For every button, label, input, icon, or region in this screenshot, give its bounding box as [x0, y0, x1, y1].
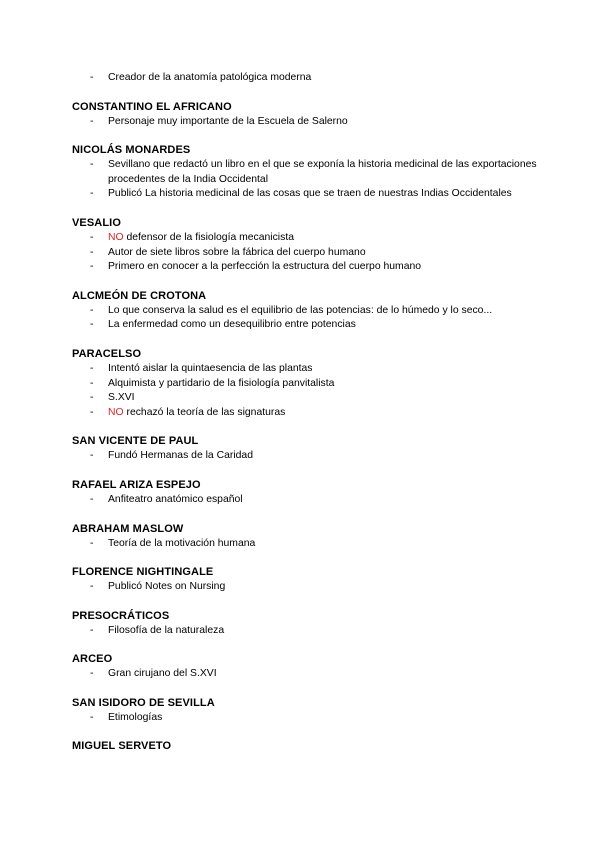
- bullet-dash: -: [90, 450, 94, 462]
- item-text: Filosofía de la naturaleza: [108, 624, 225, 636]
- list-item: [72, 493, 542, 508]
- bullet-dash: -: [90, 159, 94, 171]
- section-heading: FLORENCE NIGHTINGALE: [72, 566, 214, 579]
- list-item: [72, 449, 542, 464]
- bullet-dash: -: [90, 624, 94, 636]
- negation-label: NO: [108, 406, 124, 418]
- list-item: [72, 580, 542, 595]
- list-item: [72, 391, 542, 406]
- document-content: [72, 71, 542, 768]
- bullet-dash: -: [90, 377, 94, 389]
- bullet-dash: -: [90, 392, 94, 404]
- list-item: [72, 158, 542, 187]
- section-heading: VESALIO: [72, 216, 121, 229]
- item-text: Autor de siete libros sobre la fábrica del cuerpo humano: [108, 246, 366, 258]
- section: [72, 652, 542, 682]
- list-item: [72, 624, 542, 639]
- section-list: [72, 449, 542, 464]
- section: [72, 565, 542, 595]
- item-text: Creador de la anatomía patológica moderna: [108, 72, 312, 83]
- list-item: [72, 711, 542, 726]
- bullet-dash: -: [90, 188, 94, 200]
- section-heading: ARCEO: [72, 653, 113, 666]
- item-text: Gran cirujano del S.XVI: [108, 668, 217, 680]
- section: [72, 100, 542, 130]
- section-heading: MIGUEL SERVETO: [72, 740, 172, 753]
- section: [72, 609, 542, 639]
- bullet-dash: -: [90, 319, 94, 331]
- intro-list: [72, 71, 542, 86]
- list-item: [72, 231, 542, 246]
- bullet-dash: -: [90, 115, 94, 127]
- bullet-dash: -: [90, 72, 94, 83]
- list-item: [72, 406, 542, 421]
- section-heading: RAFAEL ARIZA ESPEJO: [72, 478, 201, 491]
- bullet-dash: -: [90, 581, 94, 593]
- section-heading: PRESOCRÁTICOS: [72, 609, 170, 622]
- section: [72, 143, 542, 202]
- section-list: [72, 580, 542, 595]
- section-heading: CONSTANTINO EL AFRICANO: [72, 100, 232, 113]
- section-heading: SAN VICENTE DE PAUL: [72, 435, 199, 448]
- list-item: [72, 187, 542, 202]
- bullet-dash: -: [90, 261, 94, 273]
- item-text: Lo que conserva la salud es el equilibrio de las potencias: de lo húmedo y lo seco...: [108, 304, 493, 316]
- item-text: rechazó la teoría de las signaturas: [123, 406, 286, 418]
- section-heading: NICOLÁS MONARDES: [72, 144, 191, 157]
- section-heading: ABRAHAM MASLOW: [72, 522, 184, 535]
- section-list: [72, 711, 542, 726]
- section-heading: SAN ISIDORO DE SEVILLA: [72, 696, 215, 709]
- list-item: [72, 260, 542, 275]
- section: [72, 696, 542, 726]
- section: [72, 347, 542, 420]
- item-text: Intentó aislar la quintaesencia de las plantas: [108, 362, 313, 374]
- section-heading: PARACELSO: [72, 347, 142, 360]
- section-list: [72, 624, 542, 639]
- item-text: Anfiteatro anatómico español: [108, 493, 243, 505]
- section-list: [72, 304, 542, 333]
- bullet-dash: -: [90, 304, 94, 316]
- bullet-dash: -: [90, 711, 94, 723]
- negation-label: NO: [108, 231, 124, 243]
- item-text: Etimologías: [108, 711, 163, 723]
- list-item: [72, 304, 542, 319]
- section: [72, 434, 542, 464]
- item-text: Fundó Hermanas de la Caridad: [108, 450, 253, 462]
- section-list: [72, 493, 542, 508]
- bullet-dash: -: [90, 668, 94, 680]
- list-item: [72, 377, 542, 392]
- item-text: defensor de la fisiología mecanicista: [123, 231, 294, 243]
- bullet-dash: -: [90, 362, 94, 374]
- section-list: [72, 115, 542, 130]
- list-item: [72, 537, 542, 552]
- bullet-dash: -: [90, 537, 94, 549]
- section-list: [72, 667, 542, 682]
- section-heading: ALCMEÓN DE CROTONA: [72, 289, 207, 302]
- list-item: [72, 115, 542, 130]
- section: [72, 522, 542, 552]
- list-item: [72, 667, 542, 682]
- section-list: [72, 231, 542, 275]
- item-text: Primero en conocer a la perfección la estructura del cuerpo humano: [108, 261, 422, 273]
- section: [72, 739, 542, 754]
- list-item: [72, 318, 542, 333]
- bullet-dash: -: [90, 406, 94, 418]
- item-text: Publicó Notes on Nursing: [108, 581, 226, 593]
- item-text: Personaje muy importante de la Escuela de Salerno: [108, 115, 348, 127]
- item-text: Teoría de la motivación humana: [108, 537, 256, 549]
- item-text: Alquimista y partidario de la fisiología panvitalista: [108, 377, 335, 389]
- list-item: [72, 71, 542, 86]
- section-list: [72, 362, 542, 420]
- item-text: Sevillano que redactó un libro en el que se exponía la historia medicinal de las exportaciones procedentes de la India Occidental: [108, 159, 537, 185]
- list-item: [72, 362, 542, 377]
- item-text: Publicó La historia medicinal de las cosas que se traen de nuestras Indias Occidentales: [108, 188, 512, 200]
- item-text: La enfermedad como un desequilibrio entre potencias: [108, 319, 356, 331]
- bullet-dash: -: [90, 493, 94, 505]
- section-list: [72, 537, 542, 552]
- bullet-dash: -: [90, 246, 94, 258]
- sections-container: [72, 100, 542, 755]
- bullet-dash: -: [90, 231, 94, 243]
- list-item: [72, 246, 542, 261]
- section-list: [72, 158, 542, 202]
- section: [72, 289, 542, 333]
- section: [72, 478, 542, 508]
- item-text: S.XVI: [108, 392, 135, 404]
- section: [72, 216, 542, 275]
